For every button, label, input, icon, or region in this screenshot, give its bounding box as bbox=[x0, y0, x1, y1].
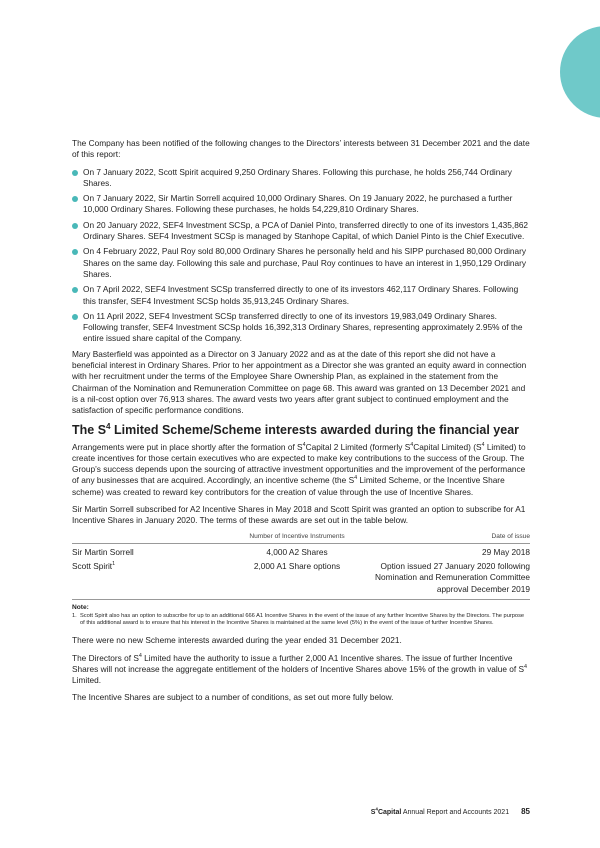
footer-brand: $S^4Capital$ bbox=[370, 806, 402, 816]
arrangements-paragraph: Arrangements were put in place shortly after the formation of $S^4Capital$ 2 Limited (formerly $S^4Capital$ Limited) ($S^4$ Limited) to create incentives for those certain executives who are expected to make key contributions to the success of the Group. The Group’s success depends upon the sourcing of attractive investment opportunities and the improvement of the performance of any businesses that are acquired. Accordingly, an incentive scheme (the $S^4$ Limited Scheme, or the Incentive Share scheme) was created to reward key contributors for the creation of value through the use of Incentive Shares. bbox=[72, 441, 526, 497]
intro-paragraph: The Company has been notified of the following changes to the Directors’ interests between 31 December 2021 and the date of this report: bbox=[72, 138, 530, 160]
row-instruments: 4,000 A2 Shares bbox=[266, 546, 328, 557]
list-item-text: On 7 January 2022, Scott Spirit acquired 9,250 Ordinary Shares. Following this purchase, he holds 256,744 Ordinary Shares. bbox=[83, 166, 512, 188]
section-tab bbox=[560, 26, 600, 118]
row-date: 29 May 2018 bbox=[482, 546, 530, 557]
column-header bbox=[72, 533, 232, 544]
list-item-text: On 7 April 2022, SEF4 Investment SCSp transferred directly to one of its investors 462,117 Ordinary Shares. Following this transfer, SEF4 Investment SCSp holds 35,913,245 Ordinary Shares. bbox=[83, 284, 519, 306]
table-row bbox=[72, 543, 530, 558]
main-content bbox=[72, 138, 530, 710]
list-item-text: On 11 April 2022, SEF4 Investment SCSp transferred directly to one of its investors 19,983,049 Ordinary Shares. Following transfer, SEF4 Investment SCSp holds 16,392,313 Ordinary Shares, representing approximately 2.95% of the entire issued share capital of the Company. bbox=[83, 310, 523, 344]
bullet-icon bbox=[72, 249, 78, 255]
row-name: Scott Spirit$^1$ bbox=[72, 558, 232, 599]
incentive-awards-table bbox=[72, 533, 530, 600]
section-number: 3 bbox=[540, 58, 550, 77]
page-footer bbox=[355, 807, 530, 816]
list-item bbox=[72, 220, 530, 243]
bullet-icon bbox=[72, 287, 78, 293]
page-number: 85 bbox=[521, 807, 530, 816]
list-item-text: On 4 February 2022, Paul Roy sold 80,000 Ordinary Shares he personally held and his SIPP purchased 80,000 Ordinary Shares on the same day. Following this sale and purchase, Paul Roy continues to have an interest in 1,950,129 Ordinary Shares. bbox=[83, 246, 527, 279]
list-item bbox=[72, 193, 530, 216]
list-item bbox=[72, 284, 530, 307]
table-header-row bbox=[72, 533, 530, 544]
subscription-paragraph: Sir Martin Sorrell subscribed for A2 Incentive Shares in May 2018 and Scott Spirit was granted an option to subscribe for A1 Incentive Shares in January 2020. The terms of these awards are set out in the table below. bbox=[72, 504, 526, 526]
mary-basterfield-paragraph: Mary Basterfield was appointed as a Director on 3 January 2022 and as at the date of this report she did not have a beneficial interest in Ordinary Shares. Prior to her appointment as a Director she was granted an equity award in connection with her recruitment under the terms of the Employee Share Ownership Plan, as explained in the statement from the Chairman of the Nomination and Remuneration Committee on page 68. This award was granted on 13 December 2021 and is a nil-cost option over 76,913 shares. The award vests two years after grant subject to continued employment and the satisfaction of specific performance conditions. bbox=[72, 348, 527, 416]
list-item-text: On 20 January 2022, SEF4 Investment SCSp, a PCA of Daniel Pinto, transferred directly to one of its investors 1,435,862 Ordinary Shares. SEF4 Investment SCSp is managed by Stanhope Capital, of which Daniel Pinto is the Chief Executive. bbox=[83, 219, 529, 242]
no-new-interests-paragraph: There were no new Scheme interests awarded during the year ended 31 December 2021. bbox=[72, 635, 402, 646]
row-name: Sir Martin Sorrell bbox=[72, 546, 134, 557]
list-item-text: On 7 January 2022, Sir Martin Sorrell acquired 10,000 Ordinary Shares. On 19 January 2022, he purchased a further 10,000 Ordinary Shares. Following these purchases, he holds 54,229,810 Ordinary Shares. bbox=[83, 193, 513, 215]
bullet-icon bbox=[72, 196, 78, 202]
list-item bbox=[72, 311, 530, 345]
conditions-paragraph: The Incentive Shares are subject to a number of conditions, as set out more fully below. bbox=[72, 692, 394, 703]
row-date: Option issued 27 January 2020 following Nomination and Remuneration Committee approval December 2019 bbox=[362, 558, 530, 599]
table-row bbox=[72, 558, 530, 599]
list-item bbox=[72, 246, 530, 280]
bullet-icon bbox=[72, 223, 78, 229]
row-instruments: 2,000 A1 Share options bbox=[232, 558, 362, 599]
section-heading: The $S^4$ Limited Scheme/Scheme interests awarded during the financial year bbox=[72, 421, 520, 437]
column-header-date: Date of issue bbox=[362, 533, 530, 544]
footer-report-title: Annual Report and Accounts 2021 bbox=[401, 809, 510, 816]
directors-interest-changes bbox=[72, 167, 530, 345]
note-title: Note: bbox=[72, 603, 89, 611]
bullet-icon bbox=[72, 314, 78, 320]
bullet-icon bbox=[72, 170, 78, 176]
column-header-instruments: Number of Incentive Instruments bbox=[232, 533, 362, 544]
list-item bbox=[72, 167, 530, 190]
authority-paragraph: The Directors of $S^4$ Limited have the authority to issue a further 2,000 A1 Incentive shares. The issue of further Incentive Shares will not increase the aggregate entitlement of the holders of Incentive Shares above 15% of the growth in value of $S^4$ Limited. bbox=[72, 652, 527, 686]
note-text: 1. Scott Spirit also has an option to subscribe for up to an additional 666 A1 Incentive Shares in the event of the issue of any further Incentive Shares by the Directors. The purpose of this additional award is to ensure that his interest in the Incentive Shares is maintained at the same level (5%) in the event of the issue of further Incentive Shares. bbox=[72, 612, 525, 626]
